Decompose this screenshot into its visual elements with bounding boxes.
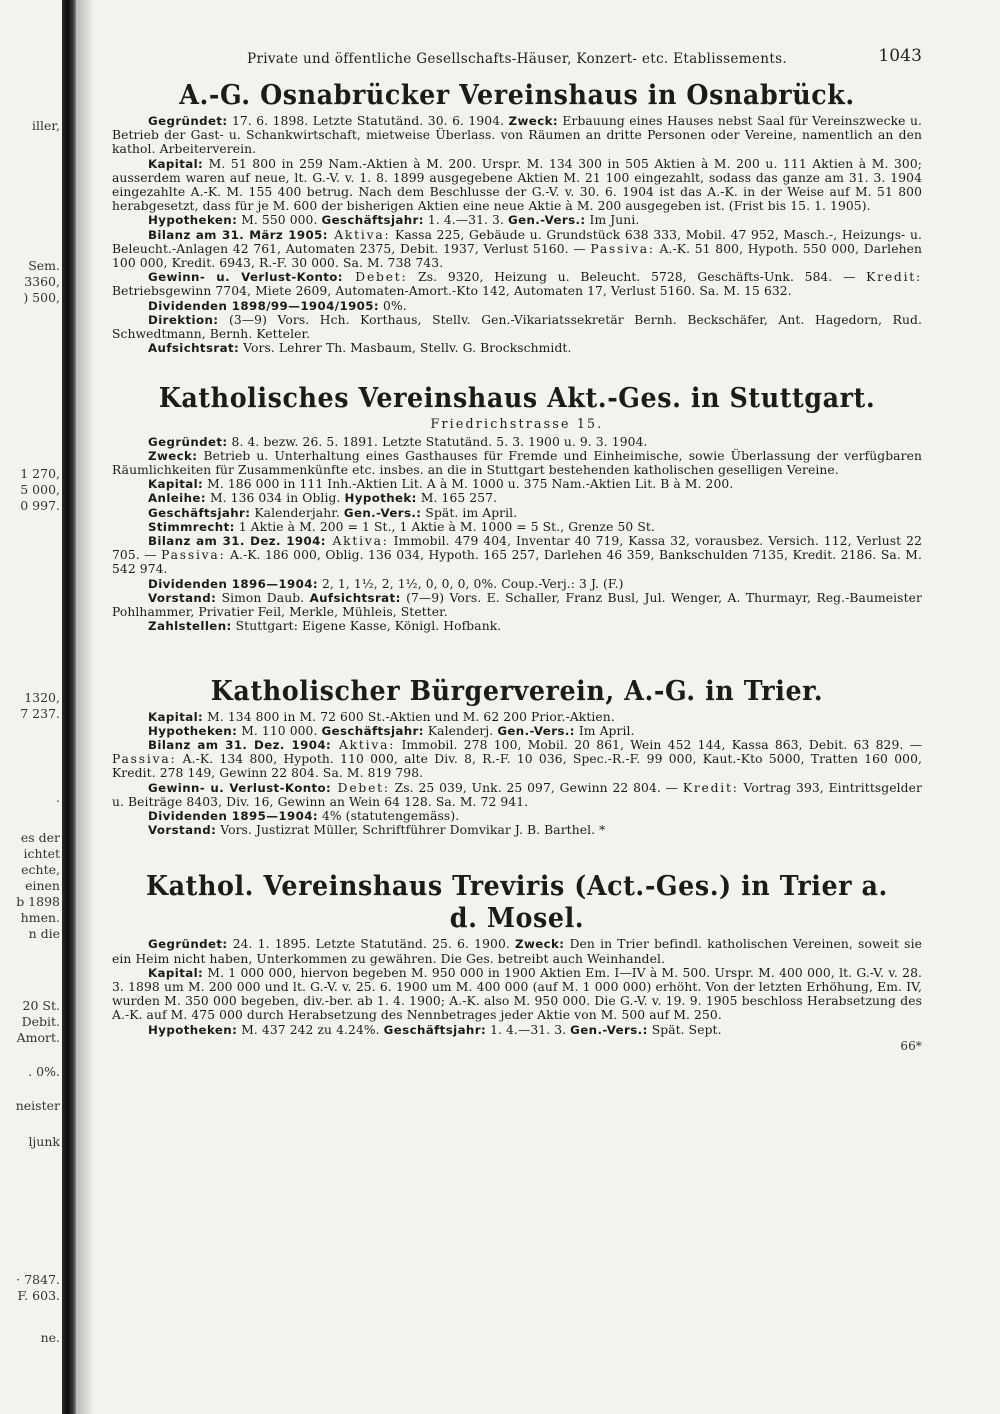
section-title: Katholischer Bürgerverein, A.-G. in Trier. bbox=[210, 675, 824, 707]
entry-purpose bbox=[112, 449, 922, 477]
label: Gen.-Vers.: bbox=[343, 505, 422, 520]
label: Gen.-Vers.: bbox=[497, 723, 575, 738]
section-osnabrueck bbox=[112, 80, 922, 355]
book-binding bbox=[62, 0, 76, 1414]
label: Vorstand: bbox=[148, 823, 217, 838]
gutter-fragment: · 7847. bbox=[16, 1272, 60, 1287]
gutter-fragment: 3360, bbox=[24, 274, 60, 289]
text: A.-K. 134 800, Hypoth. 110 000, alte Div. 8, R.-F. 10 036, Spec.-R.-F. 99 000, Kaut.-Kto 5000, Tratten 160 000, Kredit. 278 149, Gewinn 22 804. Sa. M. 819 798. bbox=[112, 752, 922, 781]
spaced-label: Aktiva: bbox=[331, 737, 396, 752]
entry-fiscal-year bbox=[112, 506, 922, 520]
gutter-fragment: es der bbox=[20, 830, 60, 845]
gutter-fragment: 5 000, bbox=[20, 482, 60, 497]
label: Vorstand: bbox=[148, 590, 217, 605]
gutter-fragment: 1 270, bbox=[20, 466, 60, 481]
text: Kassa 225, Gebäude u. Grundstück 638 333, Mobil. 47 952, Masch.-, Heizungs- u. Beleucht.-Anlagen 42 761, Automaten 2375, Debit. 1937, Verlust 5160. — bbox=[112, 227, 923, 256]
text: Simon Daub. bbox=[216, 590, 310, 605]
entry-board bbox=[112, 591, 922, 619]
text: Immobil. 479 404, Inventar 40 719, Kassa 32, vorausbez. Versich. 112, Verlust 22 705. — bbox=[112, 534, 922, 563]
gutter-fragment: neister bbox=[15, 1098, 60, 1113]
entry-voting-rights bbox=[112, 520, 922, 534]
spaced-label: Passiva: bbox=[590, 241, 655, 256]
gutter-fragment: b 1898 bbox=[16, 894, 60, 909]
text: Im Juni. bbox=[585, 213, 640, 228]
gutter-fragment: 20 St. bbox=[22, 998, 60, 1013]
gutter-fragment: 1320, bbox=[24, 690, 60, 705]
entry-balance bbox=[112, 228, 922, 271]
label: Zweck: bbox=[148, 448, 198, 463]
entry-founded bbox=[112, 114, 922, 157]
entry-board bbox=[112, 823, 922, 837]
binding-shadow bbox=[76, 0, 94, 1414]
text: (3—9) Vors. Hch. Korthaus, Stellv. Gen.-Vikariatssekretär Bernh. Beckschäfer, Ant. Hagedorn, Rud. Schwedtmann, Bernh. Ketteler. bbox=[112, 312, 922, 342]
page-number: 1043 bbox=[878, 46, 922, 66]
spaced-label: Aktiva: bbox=[325, 534, 389, 549]
text: Stuttgart: Eigene Kasse, Königl. Hofbank. bbox=[231, 619, 502, 634]
text: Vors. Justizrat Müller, Schriftführer Domvikar J. B. Barthel. * bbox=[216, 823, 606, 838]
label: Dividenden 1895—1904: bbox=[148, 808, 318, 823]
page-header bbox=[112, 46, 922, 76]
text: Vortrag 393, Eintrittsgelder u. Beiträge 8403, Div. 16, Gewinn an Wein 64 128. Sa. M. 72 941. bbox=[112, 780, 922, 809]
section-title: Katholisches Vereinshaus Akt.-Ges. in Stuttgart. bbox=[158, 383, 876, 415]
label: Gegründet: bbox=[148, 114, 228, 128]
gutter-fragment: n die bbox=[28, 926, 60, 941]
entry-dividends bbox=[112, 809, 922, 823]
label: Stimmrecht: bbox=[148, 519, 235, 534]
entry-dividends bbox=[112, 577, 922, 591]
text: M. 134 800 in M. 72 600 St.-Aktien und M. 62 200 Prior.-Aktien. bbox=[203, 709, 615, 724]
text: Betriebsgewinn 7704, Miete 2609, Automaten-Amort.-Kto 142, Automaten 17, Verlust 5160. Sa. M. 15 632. bbox=[112, 284, 792, 299]
label: Aufsichtsrat: bbox=[309, 590, 401, 605]
label: Kapital: bbox=[148, 709, 204, 724]
entry-balance bbox=[112, 738, 922, 781]
text: A.-K. 186 000, Oblig. 136 034, Hypoth. 165 257, Darlehen 46 359, Bankschulden 7135, Kredit. 2186. Sa. M. 542 974. bbox=[112, 548, 922, 577]
text: 24. 1. 1895. Letzte Statutänd. 25. 6. 1900. bbox=[227, 937, 516, 952]
section-title: Kathol. Vereinshaus Treviris (Act.-Ges.) in Trier a. d. Mosel. bbox=[146, 871, 888, 935]
text: A.-K. 51 800, Hypoth. 550 000, Darlehen 100 000, Kredit. 6943, R.-F. 30 000. Sa. M. 738 743. bbox=[112, 241, 923, 271]
gutter-fragment: ichtet bbox=[23, 846, 60, 861]
text: Spät. Sept. bbox=[647, 1022, 722, 1037]
gutter-fragment: Sem. bbox=[28, 258, 60, 273]
text: 1. 4.—31. 3. bbox=[486, 1022, 571, 1037]
previous-page-gutter bbox=[0, 0, 62, 1414]
text: Kalenderjahr. bbox=[250, 505, 344, 520]
document-page bbox=[112, 46, 922, 1053]
label: Kapital: bbox=[148, 156, 204, 171]
gutter-fragment: Debit. bbox=[21, 1014, 60, 1029]
gutter-fragment: echte, bbox=[21, 862, 60, 877]
text: (7—9) Vors. E. Schaller, Franz Busl, Jul. Wenger, A. Thurmayr, Reg.-Baumeister Pohlhammer, Privatier Feil, Merkle, Mühleis, Stetter. bbox=[112, 590, 922, 620]
label: Geschäftsjahr: bbox=[321, 213, 424, 228]
gutter-fragment: 7 237. bbox=[20, 706, 60, 721]
entry-capital bbox=[112, 710, 922, 724]
entry-founded bbox=[112, 937, 922, 965]
spaced-label: Passiva: bbox=[161, 548, 226, 563]
section-subtitle: Friedrichstrasse 15. bbox=[430, 416, 604, 432]
spaced-label: Debet: bbox=[331, 780, 390, 795]
spaced-label: Aktiva: bbox=[327, 227, 391, 242]
entry-profit-loss bbox=[112, 781, 922, 809]
signature-mark: 66* bbox=[900, 1038, 922, 1053]
label: Bilanz am 31. Dez. 1904: bbox=[148, 737, 332, 752]
label: Gewinn- u. Verlust-Konto: bbox=[148, 780, 332, 795]
label: Gen.-Vers.: bbox=[507, 213, 586, 228]
label: Kapital: bbox=[148, 477, 204, 492]
label: Gen.-Vers.: bbox=[570, 1022, 648, 1037]
entry-loan bbox=[112, 491, 922, 505]
label: Direktion: bbox=[148, 312, 219, 327]
text: Zs. 9320, Heizung u. Beleucht. 5728, Geschäfts-Unk. 584. — bbox=[407, 270, 867, 285]
text: M. 136 034 in Oblig. bbox=[205, 491, 345, 506]
entry-mortgages bbox=[112, 1023, 922, 1037]
section-stuttgart bbox=[112, 383, 922, 633]
gutter-fragment: . bbox=[56, 790, 60, 805]
entry-capital bbox=[112, 157, 922, 214]
gutter-fragment: einen bbox=[25, 878, 60, 893]
gutter-fragment: 0 997. bbox=[20, 498, 60, 513]
section-treviris bbox=[112, 871, 922, 1053]
entry-mortgages bbox=[112, 724, 922, 738]
text: M. 51 800 in 259 Nam.-Aktien à M. 200. Urspr. M. 134 300 in 505 Aktien à M. 200 u. 111 Aktien à M. 300; ausserdem waren auf neue, lt. G.-V. v. 1. 8. 1899 ausgegebene Aktien M. 21 100 eingezahlt, sodass das ganze am 31. 3. 1904 eingezahlte A.-K. M. 155 400 betrug. Nach dem Beschlusse der G.-V. v. 30. 6. 1904 ist das A.-K. in der Weise auf M. 51 800 herabgesetzt, dass für je M. 600 der bisherigen Aktien eine neue Aktie à M. 200 ausgegeben ist. (Frist bis 15. 1. 1905). bbox=[112, 156, 922, 214]
text: Betrieb u. Unterhaltung eines Gasthauses für Fremde und Einheimische, sowie Überlassung der verfügbaren Räumlichkeiten für Zusammenkünfte etc. insbes. an die in Stuttgart bestehenden katholischen geselligen Vereine. bbox=[112, 448, 922, 478]
entry-supervisory-board bbox=[112, 341, 922, 355]
text: 1 Aktie à M. 200 = 1 St., 1 Aktie à M. 1000 = 5 St., Grenze 50 St. bbox=[234, 519, 655, 534]
label: Anleihe: bbox=[148, 491, 206, 506]
text: Kalenderj. bbox=[423, 723, 498, 738]
entry-paying-agents bbox=[112, 619, 922, 633]
gutter-fragment: . 0%. bbox=[28, 1064, 60, 1079]
section-title: A.-G. Osnabrücker Vereinshaus in Osnabrück. bbox=[179, 80, 855, 111]
label: Aufsichtsrat: bbox=[148, 341, 240, 356]
entry-capital bbox=[112, 477, 922, 491]
section-trier-buergerverein bbox=[112, 676, 922, 838]
entry-balance bbox=[112, 534, 922, 577]
label: Kapital: bbox=[148, 965, 204, 980]
text: Den in Trier befindl. katholischen Vereinen, soweit sie ein Heim nicht haben, Unterkommen zu gewähren. Die Ges. betreibt auch Weinhandel. bbox=[112, 937, 922, 966]
text: Erbauung eines Hauses nebst Saal für Vereinszwecke u. Betrieb der Gast- u. Schankwirtschaft, mietweise Überlass. von Räumen an dritte Personen oder Vereine, namentlich an den kathol. Arbeiterverein. bbox=[112, 114, 922, 157]
entry-dividends bbox=[112, 299, 922, 313]
gutter-fragment: hmen. bbox=[20, 910, 60, 925]
text: Im April. bbox=[574, 723, 635, 738]
label: Zahlstellen: bbox=[148, 619, 232, 634]
spaced-label: Debet: bbox=[342, 270, 408, 285]
label: Gegründet: bbox=[148, 434, 228, 449]
text: 8. 4. bezw. 26. 5. 1891. Letzte Statutänd. 5. 3. 1900 u. 9. 3. 1904. bbox=[227, 434, 648, 449]
gutter-fragment: Amort. bbox=[16, 1030, 60, 1045]
entry-profit-loss bbox=[112, 270, 922, 298]
label: Hypotheken: bbox=[148, 723, 238, 738]
label: Geschäftsjahr: bbox=[383, 1022, 487, 1037]
text: M. 1 000 000, hiervon begeben M. 950 000 in 1900 Aktien Em. I—IV à M. 500. Urspr. M. 400 000, lt. G.-V. v. 28. 3. 1898 um M. 200 000 und lt. G.-V. v. 25. 6. 1900 um M. 400 000 (auf M. 1 000 000) erhöht. Von der letzten Erhöhung, Em. IV, wurden M. 350 000 begeben, div.-ber. ab 1. 4. 1900; A.-K. also M. 950 000. Die G.-V. v. 19. 9. 1905 beschloss Herabsetzung des A.-K. auf M. 475 000 durch Herabsetzung des Nennbetrages jeder Aktie von M. 500 auf M. 250. bbox=[112, 965, 922, 1023]
text: M. 186 000 in 111 Inh.-Aktien Lit. A à M. 1000 u. 375 Nam.-Aktien Lit. B à M. 200. bbox=[203, 477, 734, 492]
text: M. 437 242 zu 4.24%. bbox=[237, 1022, 384, 1037]
label: Zweck: bbox=[515, 937, 565, 952]
text: M. 110 000. bbox=[237, 723, 322, 738]
running-title: Private und öffentliche Gesellschafts-Häuser, Konzert- etc. Etablissements. bbox=[247, 51, 787, 67]
text: M. 165 257. bbox=[416, 491, 498, 506]
label: Hypotheken: bbox=[148, 1022, 238, 1037]
label: Gegründet: bbox=[148, 937, 228, 952]
gutter-fragment: ljunk bbox=[28, 1134, 60, 1149]
label: Geschäftsjahr: bbox=[321, 723, 424, 738]
text: Zs. 25 039, Unk. 25 097, Gewinn 22 804. — bbox=[389, 780, 683, 795]
text: Vors. Lehrer Th. Masbaum, Stellv. G. Brockschmidt. bbox=[239, 341, 572, 356]
spaced-label: Passiva: bbox=[112, 752, 177, 767]
label: Dividenden 1896—1904: bbox=[148, 576, 318, 591]
text: 2, 1, 1½, 2, 1½, 0, 0, 0, 0%. Coup.-Verj.: 3 J. (F.) bbox=[317, 576, 624, 591]
spaced-label: Kredit: bbox=[866, 270, 922, 285]
gutter-fragment: iller, bbox=[32, 118, 60, 133]
text: 4% (statutengemäss). bbox=[317, 808, 460, 823]
label: Bilanz am 31. Dez. 1904: bbox=[148, 534, 326, 549]
text: Immobil. 278 100, Mobil. 20 861, Wein 452 144, Kassa 863, Debit. 63 829. — bbox=[395, 737, 922, 752]
gutter-fragment: ) 500, bbox=[23, 290, 60, 305]
entry-board bbox=[112, 313, 922, 341]
label: Hypothek: bbox=[344, 491, 417, 506]
label: Dividenden 1898/99—1904/1905: bbox=[148, 298, 380, 313]
entry-capital bbox=[112, 966, 922, 1023]
gutter-fragment: F. 603. bbox=[17, 1288, 60, 1303]
text: M. 550 000. bbox=[237, 213, 322, 228]
label: Zweck: bbox=[508, 114, 558, 128]
entry-founded bbox=[112, 435, 922, 449]
text: 17. 6. 1898. Letzte Statutänd. 30. 6. 1904. bbox=[227, 114, 509, 128]
text: 0%. bbox=[379, 298, 407, 313]
entry-mortgages bbox=[112, 213, 922, 227]
label: Hypotheken: bbox=[148, 213, 238, 228]
label: Gewinn- u. Verlust-Konto: bbox=[148, 270, 343, 285]
text: Spät. im April. bbox=[421, 505, 518, 520]
label: Bilanz am 31. März 1905: bbox=[148, 227, 328, 242]
gutter-fragment: ne. bbox=[40, 1330, 60, 1345]
spaced-label: Kredit: bbox=[682, 780, 739, 795]
label: Geschäftsjahr: bbox=[148, 505, 251, 520]
text: 1. 4.—31. 3. bbox=[423, 213, 508, 228]
